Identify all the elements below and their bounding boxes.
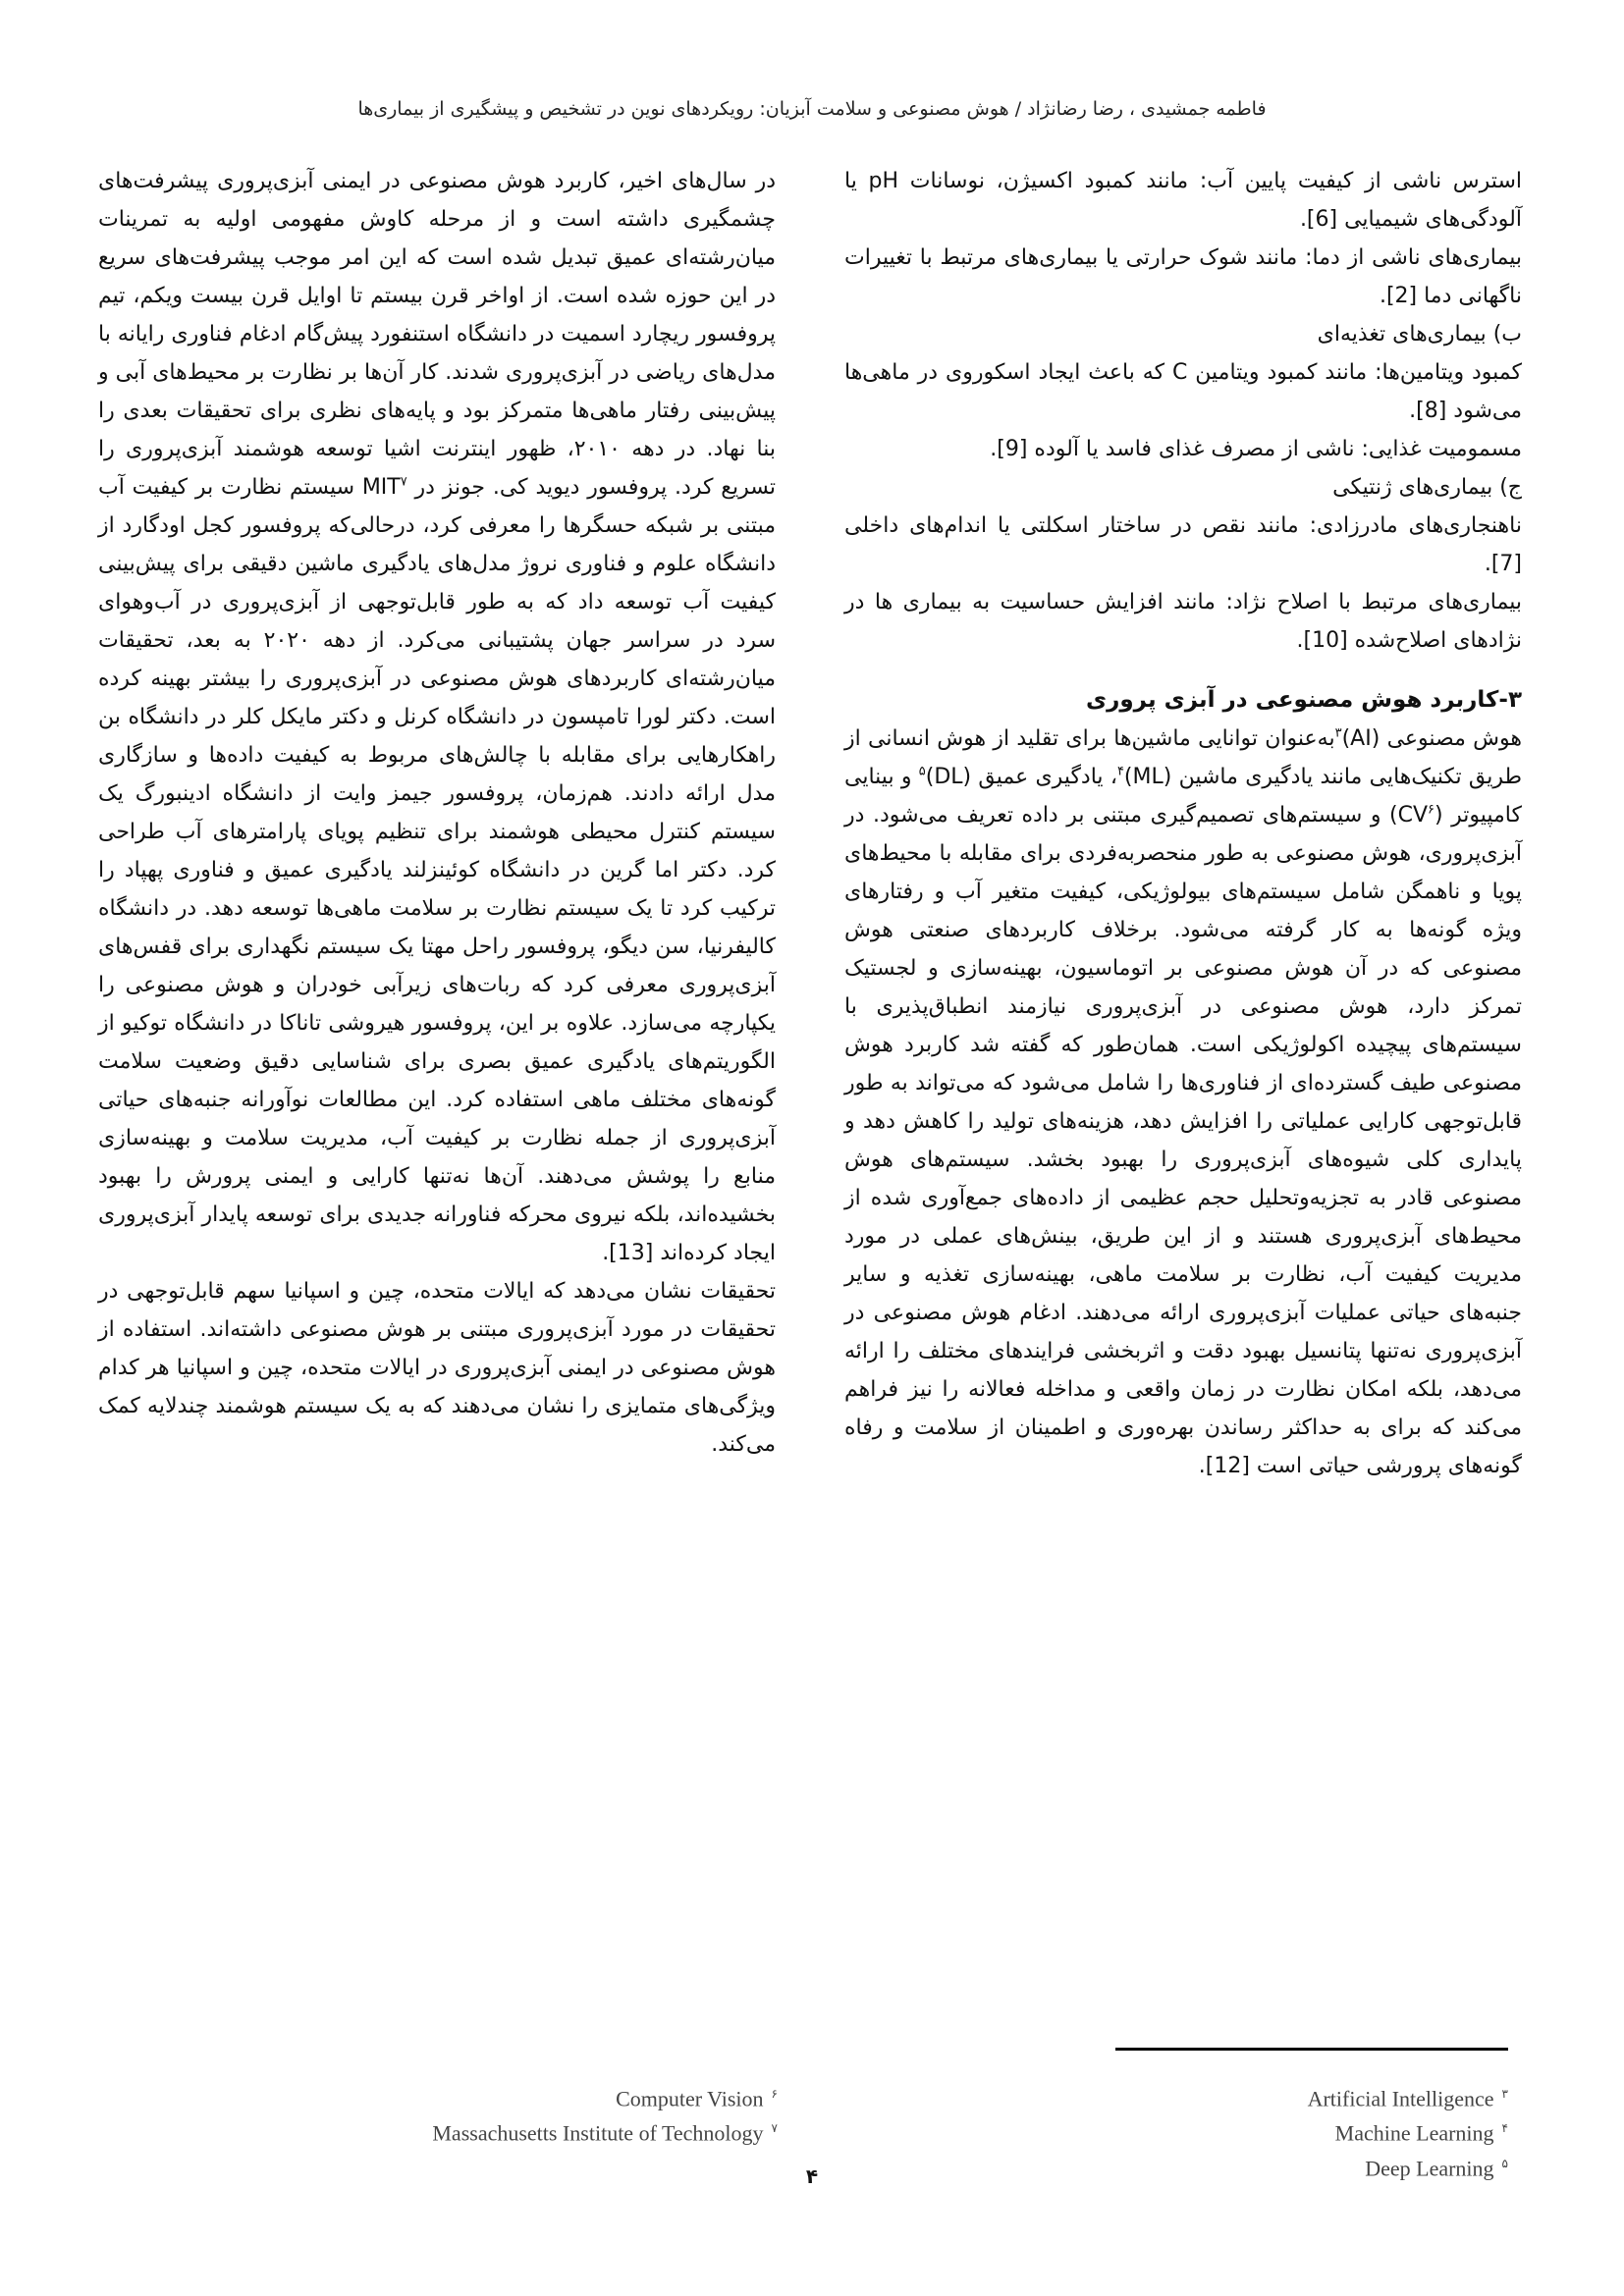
ai-definition-part-a: هوش مصنوعی (AI)	[1341, 726, 1522, 751]
paragraph-research-countries: تحقیقات نشان می‌دهد که ایالات متحده، چین و اسپانیا سهم قابل‌توجهی در تحقیقات در مورد آبزی‌پروری مبتنی بر هوش مصنوعی داشته‌اند. استفاده از هوش مصنوعی در ایمنی آبزی‌پروری در ایالات متحده، چین و اسپانیا هر کدام ویژگی‌های متمایزی را نشان می‌دهند که به یک سیستم هوشمند چندلایه کمک می‌کند.	[98, 1279, 776, 1457]
footnote-item	[432, 2079, 778, 2113]
paragraph-congenital-anomalies: ناهنجاری‌های مادرزادی: مانند نقص در ساختار اسکلتی یا اندام‌های داخلی [7].	[844, 513, 1522, 576]
left-column	[98, 162, 776, 1464]
footnote-text: Computer Vision	[616, 2086, 764, 2111]
footnote-number: ۵	[1501, 2156, 1508, 2170]
footnote-ref-7[interactable]: ۷	[400, 474, 407, 490]
ai-history-part-b: سیستم نظارت بر کیفیت آب مبتنی بر شبکه حسگرها را معرفی کرد، درحالی‌که پروفسور کجل اودگارد از دانشگاه علوم و فناوری نروژ مدل‌های یادگیری ماشین دقیقی برای پیش‌بینی کیفیت آب توسعه داد که به طور قابل‌توجهی از آبزی‌پروری در آب‌وهوای سرد در سراسر جهان پشتیبانی می‌کرد. از دهه ۲۰۲۰ به بعد، تحقیقات میان‌رشته‌ای کاربردهای هوش مصنوعی در آبزی‌پروری را بیشتر بهینه کرده است. دکتر لورا تامپسون در دانشگاه کرنل و دکتر مایکل کلر در دانشگاه بن راهکارهایی برای مقابله با چالش‌های مربوط به کیفیت داده‌ها و سازگاری مدل ارائه دادند. هم‌زمان، پروفسور جیمز وایت از دانشگاه ادینبورگ یک سیستم کنترل محیطی هوشمند برای تنظیم پویای پارامترهای آب طراحی کرد. دکتر اما گرین در دانشگاه کوئینزلند یادگیری عمیق و فناوری پهپاد را ترکیب کرد تا یک سیستم نظارت بر سلامت ماهی‌ها توسعه دهد. در دانشگاه کالیفرنیا، سن دیگو، پروفسور راحل مهتا یک سیستم نگهداری برای قفس‌های آبزی‌پروری معرفی کرد که ربات‌های زیرآبی خودران و هوش مصنوعی را یکپارچه می‌سازد. علاوه بر این، پروفسور هیروشی تاناکا در دانشگاه توکیو از الگوریتم‌های یادگیری عمیق بصری برای شناسایی دقیق وضعیت سلامت گونه‌های مختلف ماهی استفاده کرد. این مطالعات نوآورانه جنبه‌های حیاتی آبزی‌پروری از جمله نظارت بر کیفیت آب، مدیریت سلامت و بهینه‌سازی منابع را پوشش می‌دهند. آن‌ها نه‌تنها کارایی و ایمنی پرورش را بهبود بخشیده‌اند، بلکه نیروی محرکه فناورانه جدیدی برای توسعه پایدار آبزی‌پروری ایجاد کرده‌اند [13].	[98, 475, 777, 1265]
footnote-item	[1308, 2113, 1508, 2148]
footnote-ref-6[interactable]: ۶	[1428, 802, 1435, 818]
paragraph-ai-definition	[844, 720, 1522, 1485]
subheading-genetic-diseases: ج) بیماری‌های ژنتیکی	[1332, 475, 1522, 500]
subheading-nutritional-diseases: ب) بیماری‌های تغذیه‌ای	[1317, 322, 1522, 347]
paragraph-water-quality-stress: استرس ناشی از کیفیت پایین آب: مانند کمبود اکسیژن، نوسانات pH یا آلودگی‌های شیمیایی [6].	[844, 169, 1522, 232]
footnote-ref-3[interactable]: ۳	[1334, 725, 1342, 741]
paragraph-vitamin-deficiency: کمبود ویتامین‌ها: مانند کمبود ویتامین C که باعث ایجاد اسکوروی در ماهی‌ها می‌شود [8].	[844, 360, 1522, 423]
footnote-number: ۴	[1501, 2121, 1508, 2136]
ai-history-part-a: در سال‌های اخیر، کاربرد هوش مصنوعی در ایمنی آبزی‌پروری پیشرفت‌های چشمگیری داشته است و از مرحله کاوش مفهومی اولیه به تمرینات میان‌رشته‌ای عمیق تبدیل شده است که این امر موجب پیشرفت‌های سریع در این حوزه شده است. از اواخر قرن بیستم تا اوایل قرن بیست ویکم، تیم پروفسور ریچارد اسمیت در دانشگاه استنفورد پیش‌گام ادغام فناوری رایانه با مدل‌های ریاضی در آبزی‌پروری شدند. کار آن‌ها بر نظارت بر محیط‌های آبی و پیش‌بینی رفتار ماهی‌ها متمرکز بود و پایه‌های نظری برای تحقیقات بعدی را بنا نهاد. در دهه ۲۰۱۰، ظهور اینترنت اشیا توسعه هوشمند آبزی‌پروری را تسریع کرد. پروفسور دیوید کی. جونز در MIT	[98, 169, 776, 500]
ai-definition-part-d: و بینایی کامپیوتر (CV	[844, 765, 1522, 828]
footnote-text: Machine Learning	[1334, 2120, 1494, 2146]
footnote-ref-5[interactable]: ۵	[918, 764, 926, 779]
paragraph-ai-history	[98, 162, 776, 1272]
section-heading: ۳-کاربرد هوش مصنوعی در آبزی پروری	[1086, 687, 1522, 713]
footnote-text: Deep Learning	[1365, 2155, 1494, 2180]
ai-definition-part-b: به‌عنوان توانایی ماشین‌ها برای تقلید از هوش انسانی از طریق تکنیک‌هایی مانند یادگیری ماشین (ML)	[844, 726, 1523, 789]
paragraph-temperature-diseases: بیماری‌های ناشی از دما: مانند شوک حرارتی یا بیماری‌های مرتبط با تغییرات ناگهانی دما [2].	[844, 245, 1522, 308]
footnote-separator	[1115, 2048, 1508, 2051]
footnote-item	[1308, 2079, 1508, 2113]
ai-definition-part-c: ، یادگیری عمیق (DL)	[925, 765, 1117, 789]
footnote-ref-4[interactable]: ۴	[1116, 764, 1124, 779]
footnote-text: Artificial Intelligence	[1307, 2086, 1494, 2111]
paragraph-food-poisoning: مسمومیت غذایی: ناشی از مصرف غذای فاسد یا آلوده [9].	[990, 437, 1522, 461]
footnote-number: ۳	[1501, 2087, 1508, 2101]
footnote-item	[432, 2113, 778, 2148]
right-column	[844, 162, 1522, 1485]
running-header: فاطمه جمشیدی ، رضا رضانژاد / هوش مصنوعی و سلامت آبزیان: رویکردهای نوین در تشخیص و پیشگیری از بیماری‌ها	[357, 98, 1267, 120]
footnote-number: ۶	[771, 2087, 778, 2101]
ai-definition-part-e: ) و سیستم‌های تصمیم‌گیری مبتنی بر داده تعریف می‌شود. در آبزی‌پروری، هوش مصنوعی به طور منحصربه‌فردی برای مقابله با محیط‌های پویا و ناهمگن شامل سیستم‌های بیولوژیکی، کیفیت متغیر آب و رفتارهای ویژه گونه‌ها به کار گرفته می‌شود. برخلاف کاربردهای صنعتی هوش مصنوعی که در آن هوش مصنوعی بر اتوماسیون، بهینه‌سازی و لجستیک تمرکز دارد، هوش مصنوعی در آبزی‌پروری نیازمند انطباق‌پذیری با سیستم‌های پیچیده اکولوژیکی است. همان‌طور که گفته شد کاربرد هوش مصنوعی طیف گسترده‌ای از فناوری‌ها را شامل می‌شود که می‌تواند به طور قابل‌توجهی کارایی عملیاتی را افزایش دهد، هزینه‌های تولید را کاهش دهد و پایداری کلی شیوه‌های آبزی‌پروری را بهبود بخشد. سیستم‌های هوش مصنوعی قادر به تجزیه‌وتحلیل حجم عظیمی از داده‌های جمع‌آوری شده از محیط‌های آبزی‌پروری هستند و از این طریق، بینش‌های عملی در مورد مدیریت کیفیت آب، نظارت بر سلامت ماهی، بهینه‌سازی تغذیه و سایر جنبه‌های حیاتی عملیات آبزی‌پروری ارائه می‌دهند. ادغام هوش مصنوعی در آبزی‌پروری نه‌تنها پتانسیل بهبود دقت و اثربخشی فرایندهای مختلف را ارائه می‌دهد، بلکه امکان نظارت در زمان واقعی و مداخله فعالانه را نیز فراهم می‌کند که برای به حداکثر رساندن بهره‌وری و اطمینان از سلامت و رفاه گونه‌های پرورشی حیاتی است [12].	[844, 803, 1522, 1478]
paragraph-breeding-diseases: بیماری‌های مرتبط با اصلاح نژاد: مانند افزایش حساسیت به بیماری ها در نژادهای اصلاح‌شده [10].	[844, 590, 1522, 653]
footnote-number: ۷	[771, 2121, 778, 2136]
page-number: ۴	[805, 2164, 819, 2188]
footnote-text: Massachusetts Institute of Technology	[432, 2120, 764, 2146]
footnotes-left	[432, 2079, 778, 2149]
